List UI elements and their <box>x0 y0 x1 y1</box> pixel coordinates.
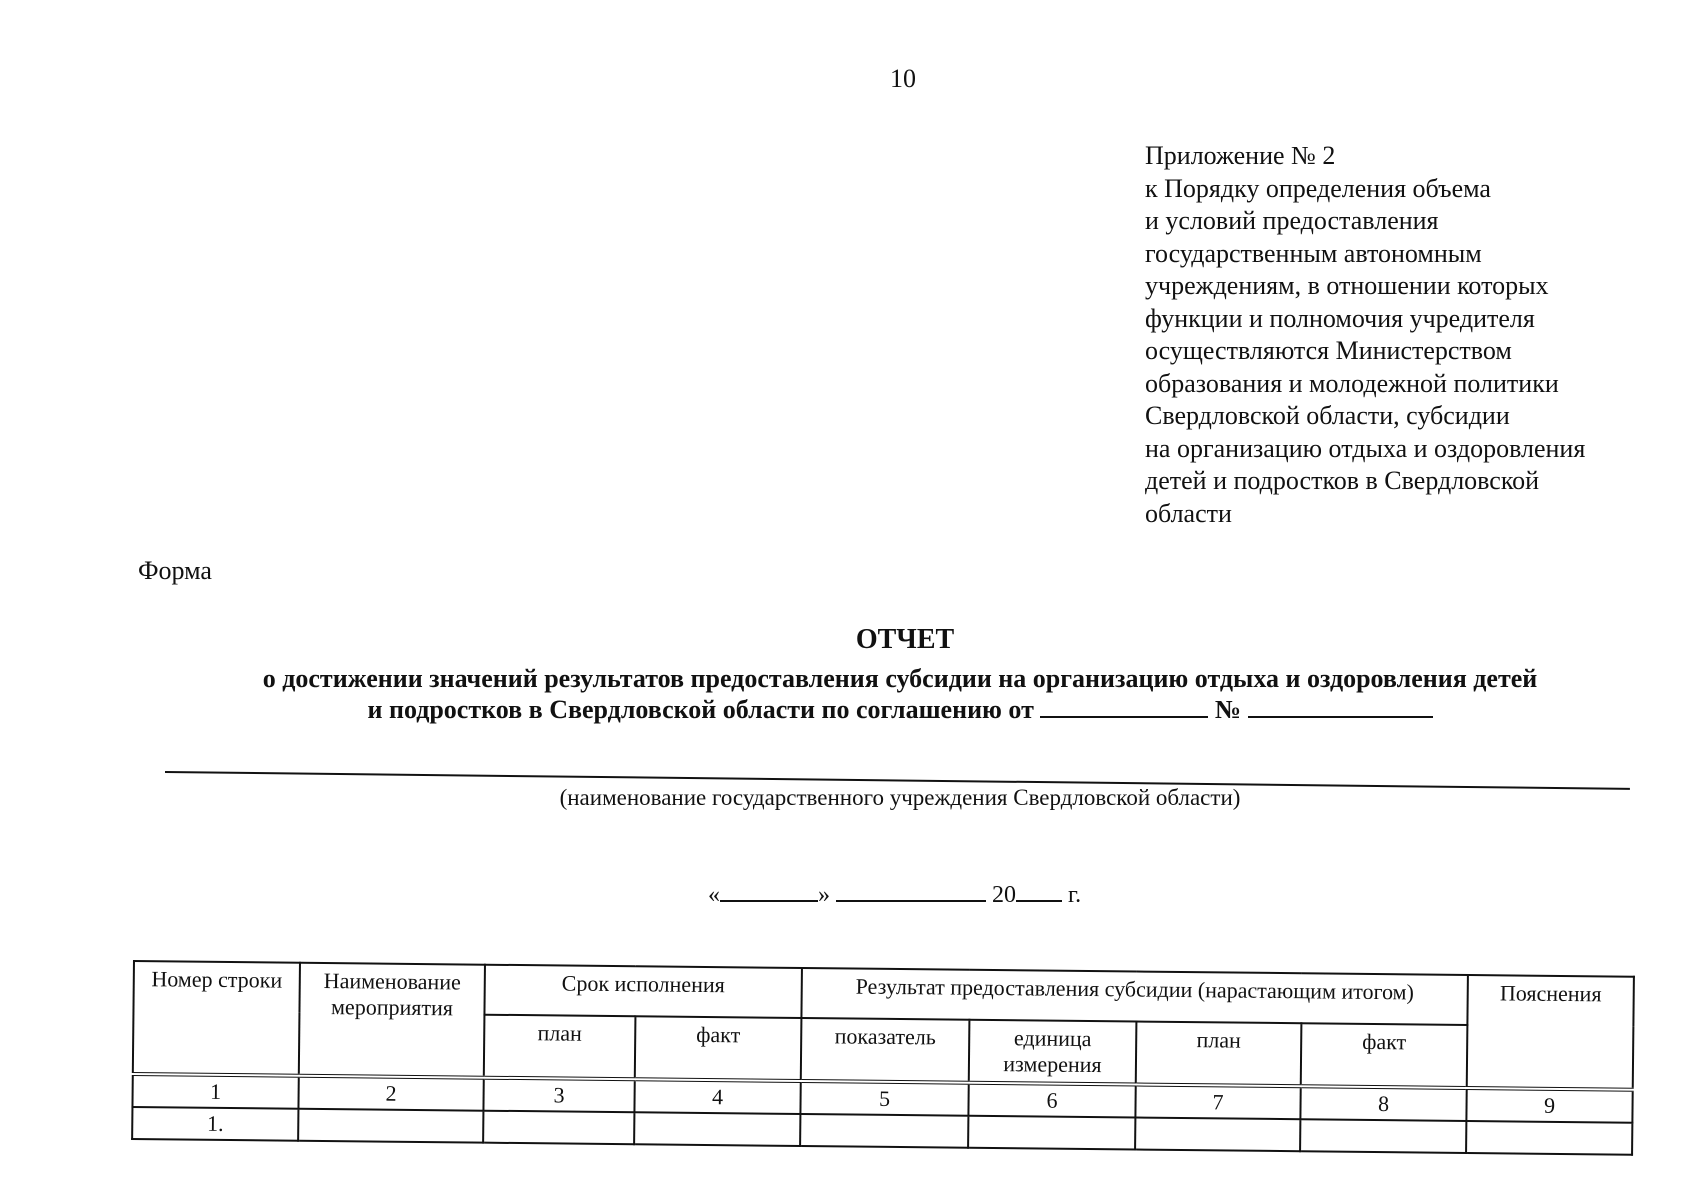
indicator-cell <box>800 1114 968 1148</box>
column-number: 6 <box>968 1083 1135 1118</box>
subheader-indicator: показатель <box>801 1018 970 1083</box>
header-event-name: Наименование мероприятия <box>299 963 485 1078</box>
month-blank <box>836 880 986 902</box>
report-subtitle-line-1: о достижении значений результатов предоставления субсидии на организацию отдыха и оздоровления детей <box>262 664 1538 693</box>
column-number: 8 <box>1300 1086 1466 1121</box>
page-number: 10 <box>890 64 916 93</box>
appendix-line: Приложение № 2 <box>1145 141 1336 170</box>
appendix-line: учреждениям, в отношении которых <box>1145 271 1549 300</box>
subheader-deadline-fact: факт <box>635 1016 802 1081</box>
appendix-line: на организацию отдыха и оздоровления <box>1145 433 1586 463</box>
appendix-line: к Порядку определения объема <box>1145 173 1491 203</box>
header-row-number: Номер строки <box>133 961 300 1076</box>
header-explanations: Пояснения <box>1467 975 1634 1090</box>
appendix-block <box>1145 140 1675 530</box>
column-number: 2 <box>298 1076 483 1111</box>
header-result: Результат предоставления субсидии (нарастающим итогом) <box>801 968 1467 1025</box>
year-prefix: 20 <box>992 882 1016 908</box>
subheader-deadline-plan: план <box>484 1015 636 1080</box>
subheader-result-fact: факт <box>1301 1023 1468 1088</box>
column-number: 4 <box>634 1079 800 1114</box>
result-fact-cell <box>1300 1119 1466 1153</box>
result-plan-cell <box>1135 1118 1300 1152</box>
date-open-quote: « <box>708 882 720 908</box>
year-suffix: г. <box>1068 882 1082 908</box>
report-subtitle <box>150 664 1650 725</box>
column-number: 1 <box>132 1074 298 1109</box>
appendix-line: государственным автономным <box>1145 238 1482 268</box>
deadline-plan-cell <box>483 1111 634 1145</box>
header-deadline: Срок исполнения <box>484 965 802 1018</box>
form-label: Форма <box>138 556 212 585</box>
appendix-line: детей и подростков в Свердловской <box>1145 466 1540 495</box>
date-line <box>708 880 1081 909</box>
column-number: 3 <box>483 1078 634 1113</box>
agreement-date-blank <box>1040 694 1208 718</box>
appendix-line: образования и молодежной политики <box>1145 368 1559 398</box>
explanations-cell <box>1466 1121 1632 1155</box>
report-table-wrapper <box>131 960 1633 1156</box>
column-number: 9 <box>1466 1088 1632 1123</box>
row-number-cell: 1. <box>132 1107 298 1141</box>
org-name-caption: (наименование государственного учреждения Свердловской области) <box>559 785 1241 810</box>
day-blank <box>720 880 818 902</box>
appendix-line: Свердловской области, субсидии <box>1145 401 1510 430</box>
event-name-cell <box>298 1109 483 1143</box>
date-close-quote: » <box>818 882 830 908</box>
deadline-fact-cell <box>634 1112 800 1146</box>
report-table <box>131 960 1635 1156</box>
column-number: 5 <box>800 1081 968 1116</box>
report-title: ОТЧЕТ <box>855 624 955 655</box>
year-blank <box>1016 880 1062 902</box>
appendix-line: функции и полномочия учредителя <box>1145 303 1535 333</box>
subheader-unit: единица измерения <box>969 1020 1137 1085</box>
report-subtitle-line-2 <box>150 694 1650 725</box>
column-number: 7 <box>1135 1085 1300 1120</box>
subheader-result-plan: план <box>1136 1022 1302 1087</box>
number-sign: № <box>1214 695 1241 724</box>
appendix-line: и условий предоставления <box>1145 206 1439 235</box>
appendix-line: области <box>1145 498 1232 528</box>
appendix-line: осуществляются Министерством <box>1145 336 1512 365</box>
report-subtitle-text: и подростков в Свердловской области по соглашению от <box>367 695 1034 724</box>
unit-cell <box>968 1116 1135 1150</box>
agreement-number-blank <box>1248 694 1433 718</box>
